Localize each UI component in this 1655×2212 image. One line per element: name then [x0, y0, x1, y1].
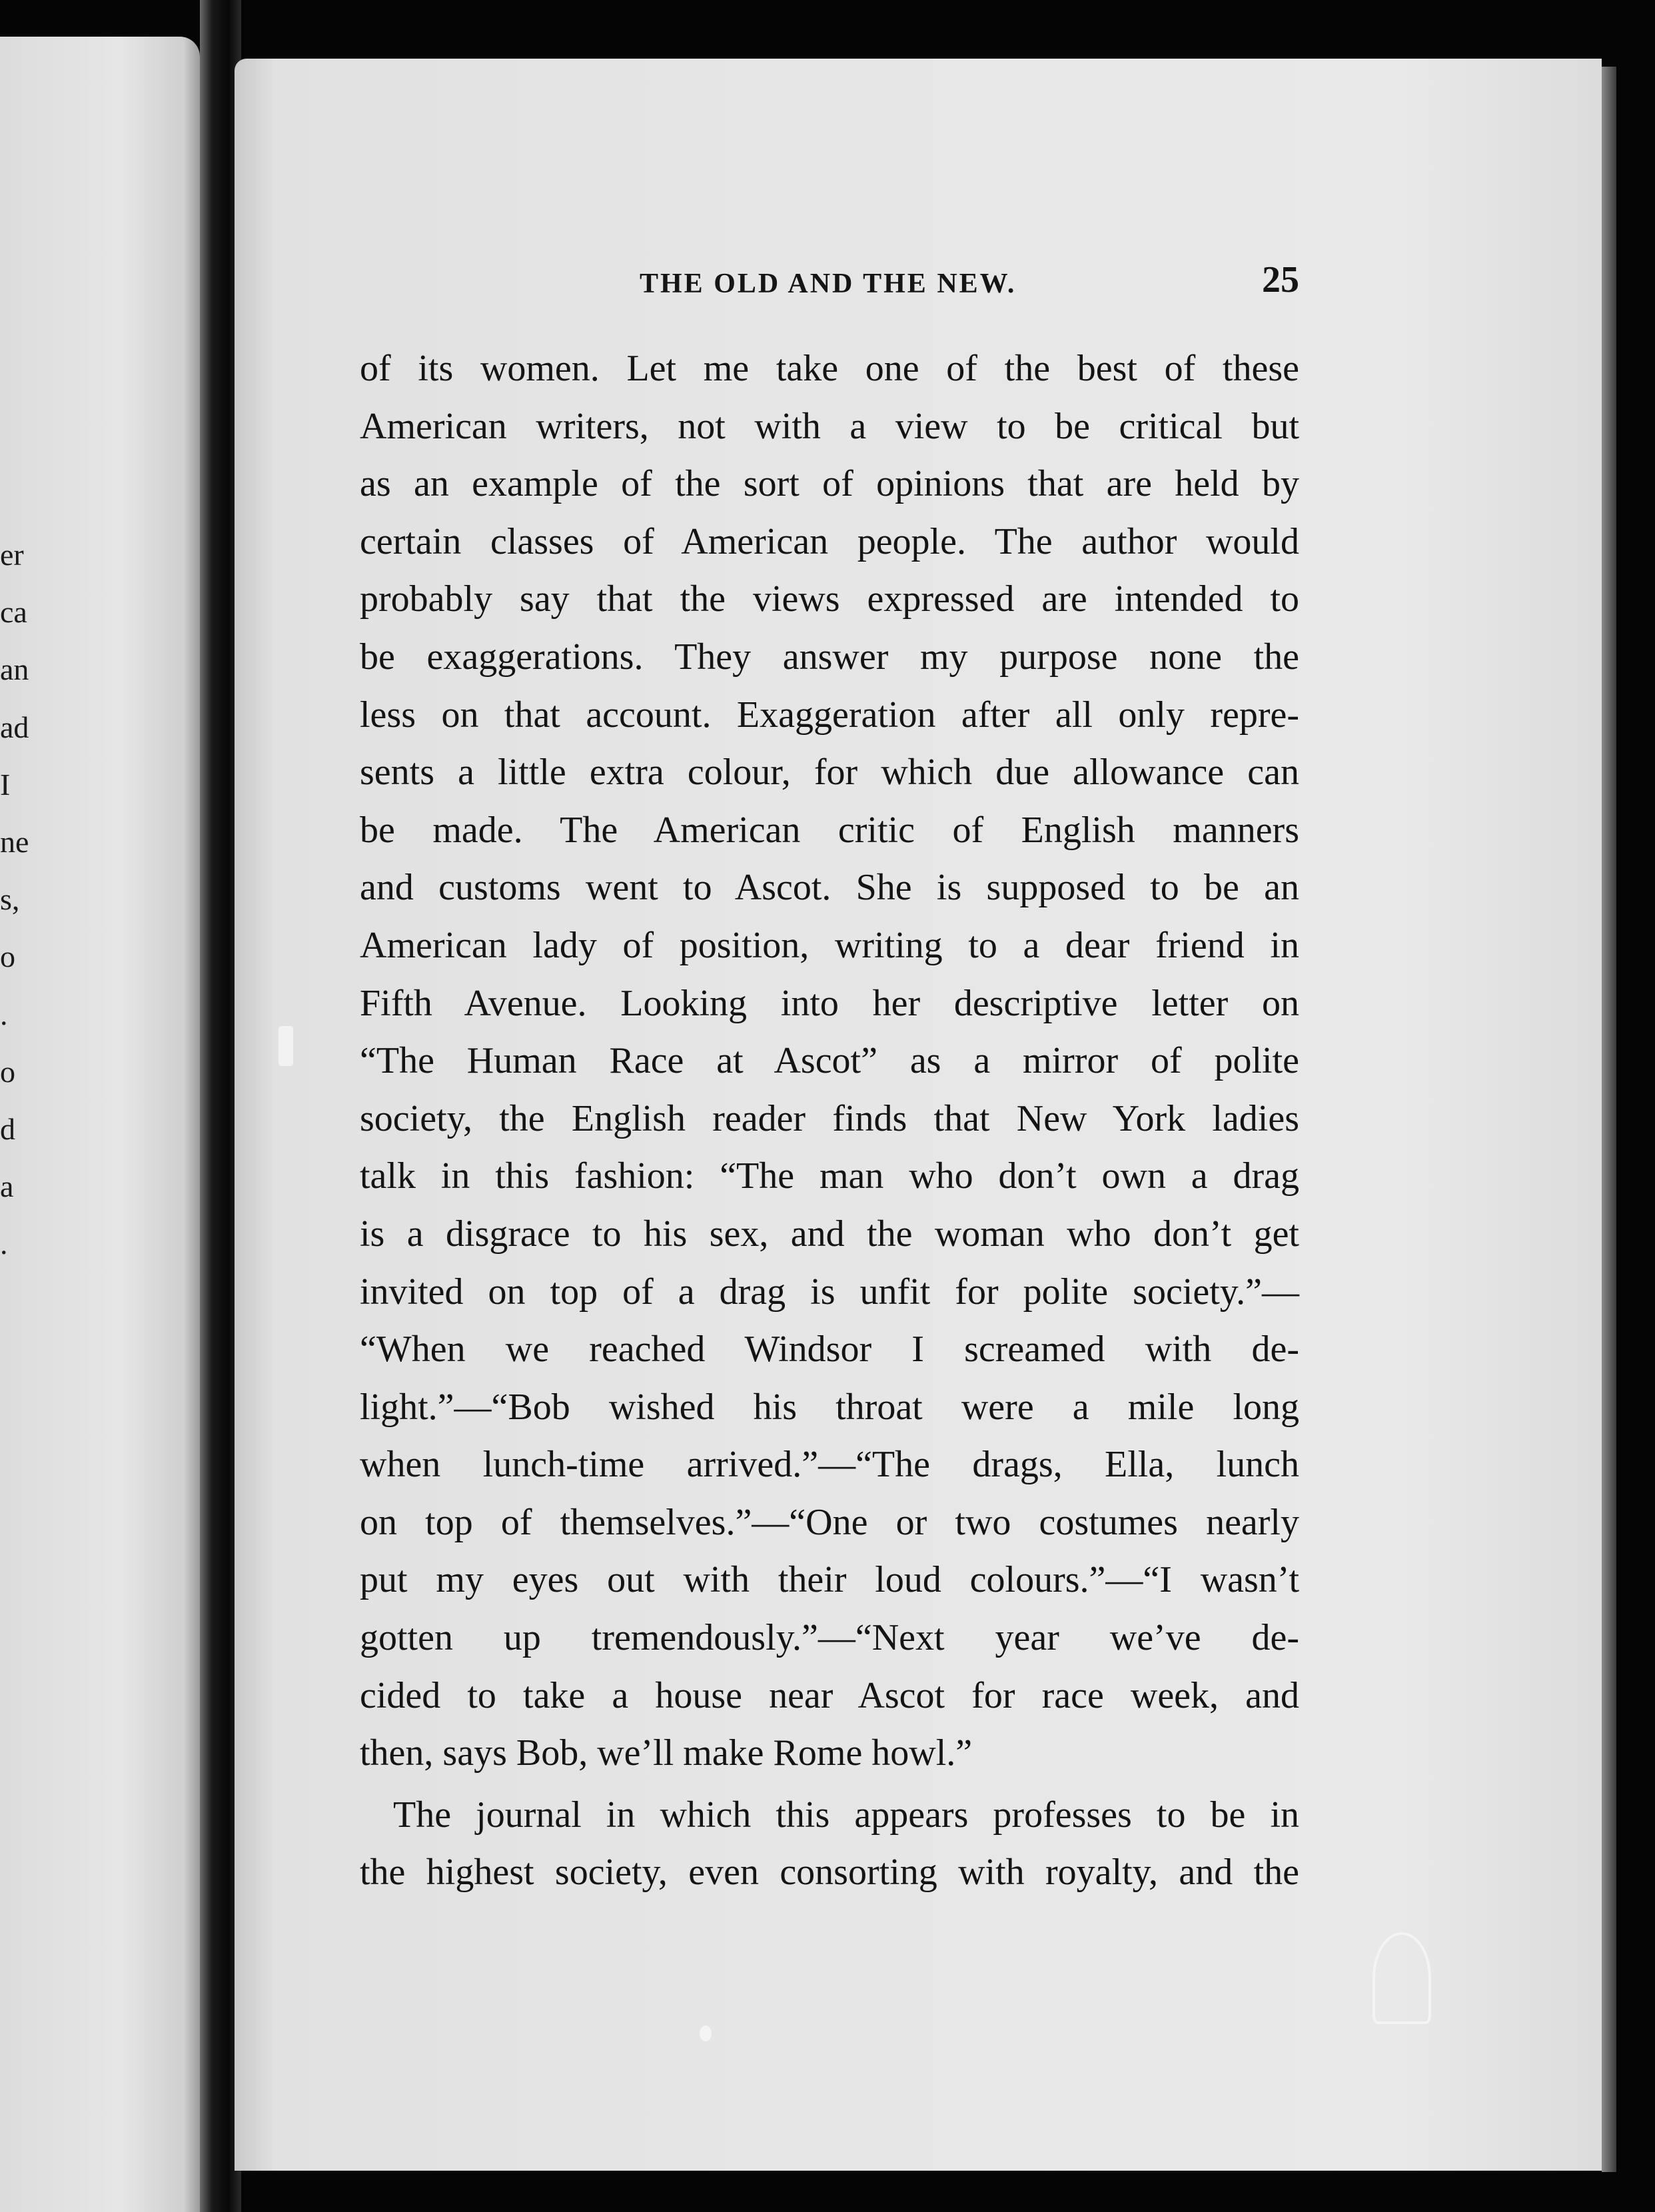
text-line: sents a little extra colour, for which due allowance can — [360, 752, 1299, 794]
paragraph — [360, 1786, 1299, 1902]
text-line: the highest society, even consorting with royalty, and the — [360, 1852, 1299, 1894]
fragment-line: o — [0, 1054, 15, 1089]
text-line: certain classes of American people. The author would — [360, 520, 1299, 562]
text-line: less on that account. Exaggeration after all only repre- — [360, 694, 1299, 736]
text-line: is a disgrace to his sex, and the woman who don’t get — [360, 1213, 1299, 1255]
text-line: The journal in which this appears professes to be in — [393, 1794, 1299, 1836]
running-title: THE OLD AND THE NEW. — [640, 269, 1017, 299]
fragment-line: ad — [0, 710, 29, 744]
text-line: “The Human Race at Ascot” as a mirror of polite — [360, 1040, 1299, 1082]
text-line: “When we reached Windsor I screamed with de- — [360, 1329, 1299, 1371]
previous-page-text-fragments — [0, 526, 53, 1273]
previous-page-edge — [0, 37, 200, 2212]
text-line: when lunch-time arrived.”—“The drags, Ella, lunch — [360, 1444, 1299, 1486]
text-line: cided to take a house near Ascot for race week, and — [360, 1674, 1299, 1716]
text-line: gotten up tremendously.”—“Next year we’ve de- — [360, 1617, 1299, 1659]
fragment-line: I — [0, 767, 11, 802]
text-line: as an example of the sort of opinions that are held by — [360, 463, 1299, 505]
fragment-line: o — [0, 939, 15, 974]
text-line: on top of themselves.”—“One or two costumes nearly — [360, 1501, 1299, 1543]
text-line: and customs went to Ascot. She is supposed to be an — [360, 867, 1299, 909]
text-line: of its women. Let me take one of the best of these — [360, 348, 1299, 389]
fragment-line: s, — [0, 882, 20, 917]
paragraph — [360, 340, 1299, 1782]
text-line: be made. The American critic of English manners — [360, 809, 1299, 851]
text-line: American lady of position, writing to a dear friend in — [360, 924, 1299, 966]
fragment-line: er — [0, 538, 24, 572]
scan-speck — [1373, 1932, 1431, 2024]
text-line: invited on top of a drag is unfit for polite society.”— — [360, 1271, 1299, 1313]
scan-speck — [278, 1026, 293, 1066]
text-line: then, says Bob, we’ll make Rome howl.” — [360, 1732, 973, 1774]
text-line: American writers, not with a view to be critical but — [360, 405, 1299, 447]
text-line: be exaggerations. They answer my purpose none the — [360, 636, 1299, 678]
fragment-line: ca — [0, 595, 27, 630]
fragment-line: an — [0, 652, 29, 687]
page-edge-shadow — [1602, 67, 1616, 2172]
fragment-line: d — [0, 1111, 15, 1146]
fragment-line: a — [0, 1169, 14, 1204]
text-line: put my eyes out with their loud colours.”—“I wasn’t — [360, 1559, 1299, 1601]
scan-speck — [700, 2025, 712, 2041]
text-line: light.”—“Bob wished his throat were a mile long — [360, 1386, 1299, 1428]
text-line: probably say that the views expressed are intended to — [360, 578, 1299, 620]
fragment-line: . — [0, 997, 8, 1031]
body-text — [360, 340, 1299, 1902]
text-line: Fifth Avenue. Looking into her descriptive letter on — [360, 982, 1299, 1024]
page-header — [640, 259, 1299, 318]
text-line: society, the English reader finds that New York ladies — [360, 1097, 1299, 1139]
fragment-line: . — [0, 1227, 8, 1261]
text-line: talk in this fashion: “The man who don’t own a drag — [360, 1155, 1299, 1197]
fragment-line: ne — [0, 824, 29, 859]
page-number: 25 — [1262, 259, 1299, 300]
